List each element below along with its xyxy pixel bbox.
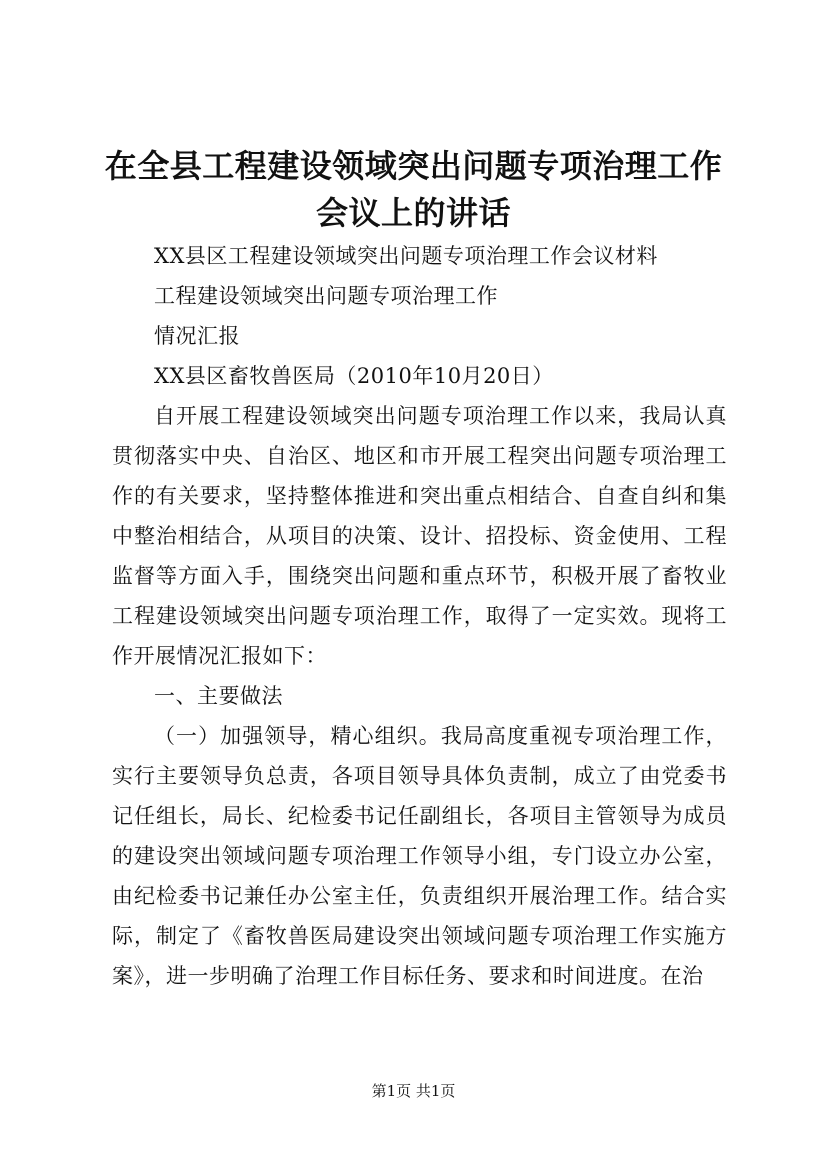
paragraph-leadership: （一）加强领导，精心组织。我局高度重视专项治理工作，实行主要领导负总责，各项目领导具体负责制，成立了由党委书记任组长，局长、纪检委书记任副组长，各项目主管领导为成员的建设突出领域问题专项治理工作领导小组，专门设立办公室，由纪检委书记兼任办公室主任，负责组织开展治理工作。结合实际，制定了《畜牧兽医局建设突出领域问题专项治理工作实施方案》，进一步明确了治理工作目标任务、要求和时间进度。在治 bbox=[112, 724, 727, 988]
document-title: 在全县工程建设领域突出问题专项治理工作会议上的讲话 bbox=[104, 147, 723, 232]
paragraph-author-date: XX县区畜牧兽医局（2010年10月20日） bbox=[154, 364, 554, 388]
paragraph-intro: 自开展工程建设领域突出问题专项治理工作以来，我局认真贯彻落实中央、自治区、地区和市开展工程突出问题专项治理工作的有关要求，坚持整体推进和突出重点相结合、自查自纠和集中整治相结合，从项目的决策、设计、招投标、资金使用、工程监督等方面入手，围绕突出问题和重点环节，积极开展了畜牧业工程建设领域突出问题专项治理工作，取得了一定实效。现将工作开展情况汇报如下： bbox=[112, 404, 727, 668]
paragraph-report-label: 情况汇报 bbox=[154, 324, 240, 348]
document-body bbox=[112, 236, 727, 996]
paragraph-report-subject: 工程建设领域突出问题专项治理工作 bbox=[154, 284, 498, 308]
paragraph-material-title: XX县区工程建设领域突出问题专项治理工作会议材料 bbox=[154, 244, 658, 268]
section-heading: 一、主要做法 bbox=[154, 684, 283, 708]
page-footer: 第1页 共1页 bbox=[371, 1082, 456, 1100]
